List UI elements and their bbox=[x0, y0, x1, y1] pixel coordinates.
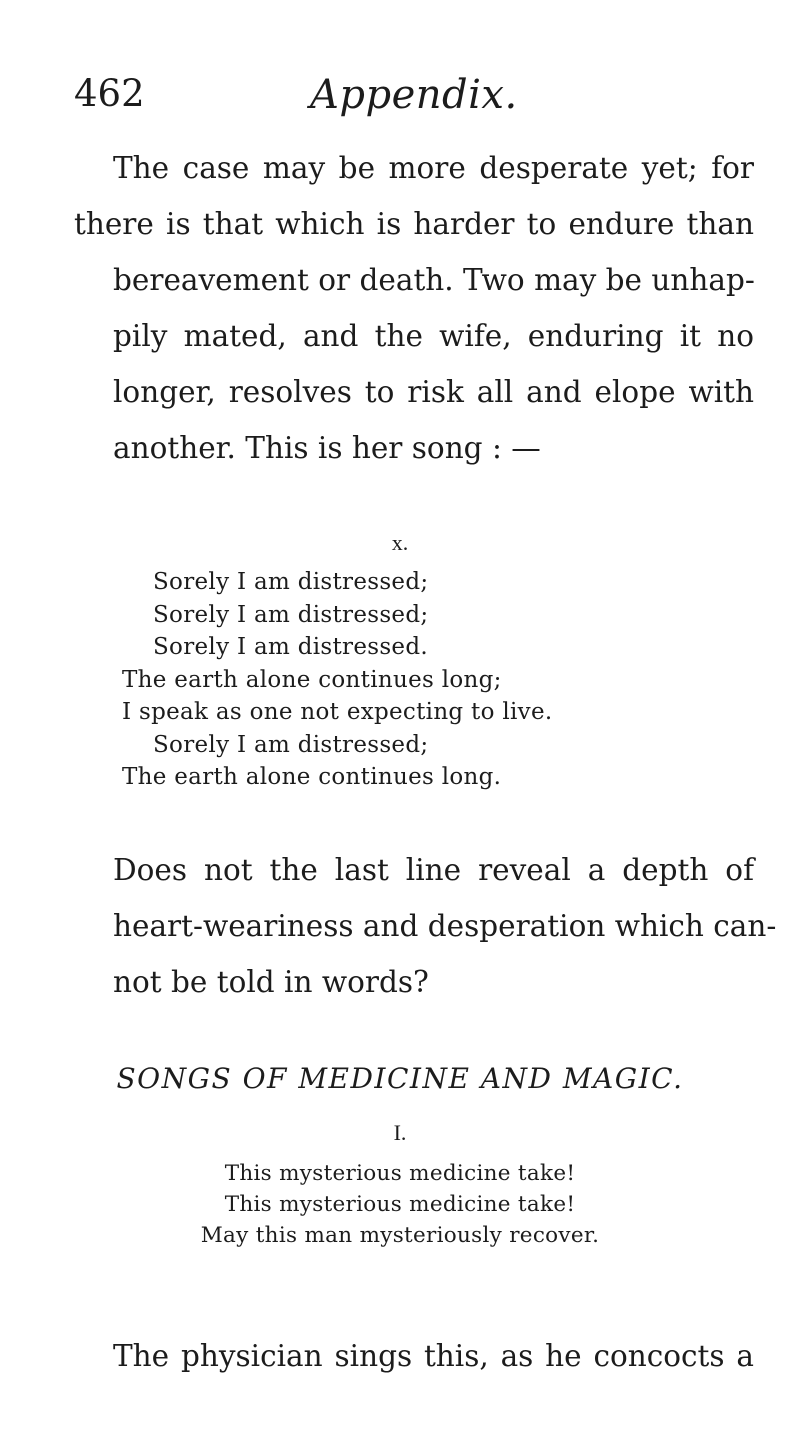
text-line: heart-weariness and desperation which can- bbox=[113, 909, 777, 943]
text-line: not be told in words? bbox=[113, 965, 429, 999]
commentary-paragraph-text bbox=[74, 842, 777, 1010]
song-verse bbox=[0, 1158, 800, 1251]
section-heading: SONGS OF MEDICINE AND MAGIC. bbox=[116, 1062, 684, 1095]
text-line: bereavement or death. Two may be unhap- bbox=[113, 263, 755, 297]
song-numeral: I. bbox=[393, 1120, 407, 1145]
verse-line: This mysterious medicine take! bbox=[224, 1161, 576, 1186]
song-verse bbox=[122, 566, 553, 794]
verse-line: May this man mysteriously recover. bbox=[200, 1223, 600, 1248]
verse-line: Sorely I am distressed; bbox=[153, 731, 429, 758]
text-line: The case may be more desperate yet; for bbox=[113, 151, 754, 185]
commentary-paragraph bbox=[74, 842, 777, 1010]
verse-line: I speak as one not expecting to live. bbox=[122, 699, 553, 725]
verse-line: The earth alone continues long; bbox=[122, 666, 502, 693]
text-line: longer, resolves to risk all and elope with bbox=[113, 375, 754, 409]
verse-line: Sorely I am distressed; bbox=[153, 569, 429, 595]
intro-paragraph-text bbox=[74, 140, 754, 476]
verse-line: The earth alone continues long. bbox=[122, 764, 502, 790]
verse-line: Sorely I am distressed; bbox=[153, 601, 429, 628]
closing-paragraph bbox=[74, 1328, 754, 1384]
verse-line: This mysterious medicine take! bbox=[224, 1192, 576, 1217]
text-line: Does not the last line reveal a depth of bbox=[113, 853, 754, 887]
song-numeral: x. bbox=[391, 530, 409, 555]
verse-line: Sorely I am distressed. bbox=[153, 634, 428, 660]
text-line: The physician sings this, as he concocts a bbox=[113, 1339, 754, 1373]
intro-paragraph bbox=[74, 140, 754, 476]
closing-paragraph-text bbox=[74, 1328, 754, 1384]
text-line: pily mated, and the wife, enduring it no bbox=[113, 319, 754, 353]
running-head: Appendix. bbox=[310, 72, 518, 118]
text-line: there is that which is harder to endure than bbox=[74, 207, 754, 241]
page-header bbox=[74, 72, 754, 132]
page-number: 462 bbox=[74, 72, 145, 115]
text-line: another. This is her song : — bbox=[113, 431, 541, 465]
